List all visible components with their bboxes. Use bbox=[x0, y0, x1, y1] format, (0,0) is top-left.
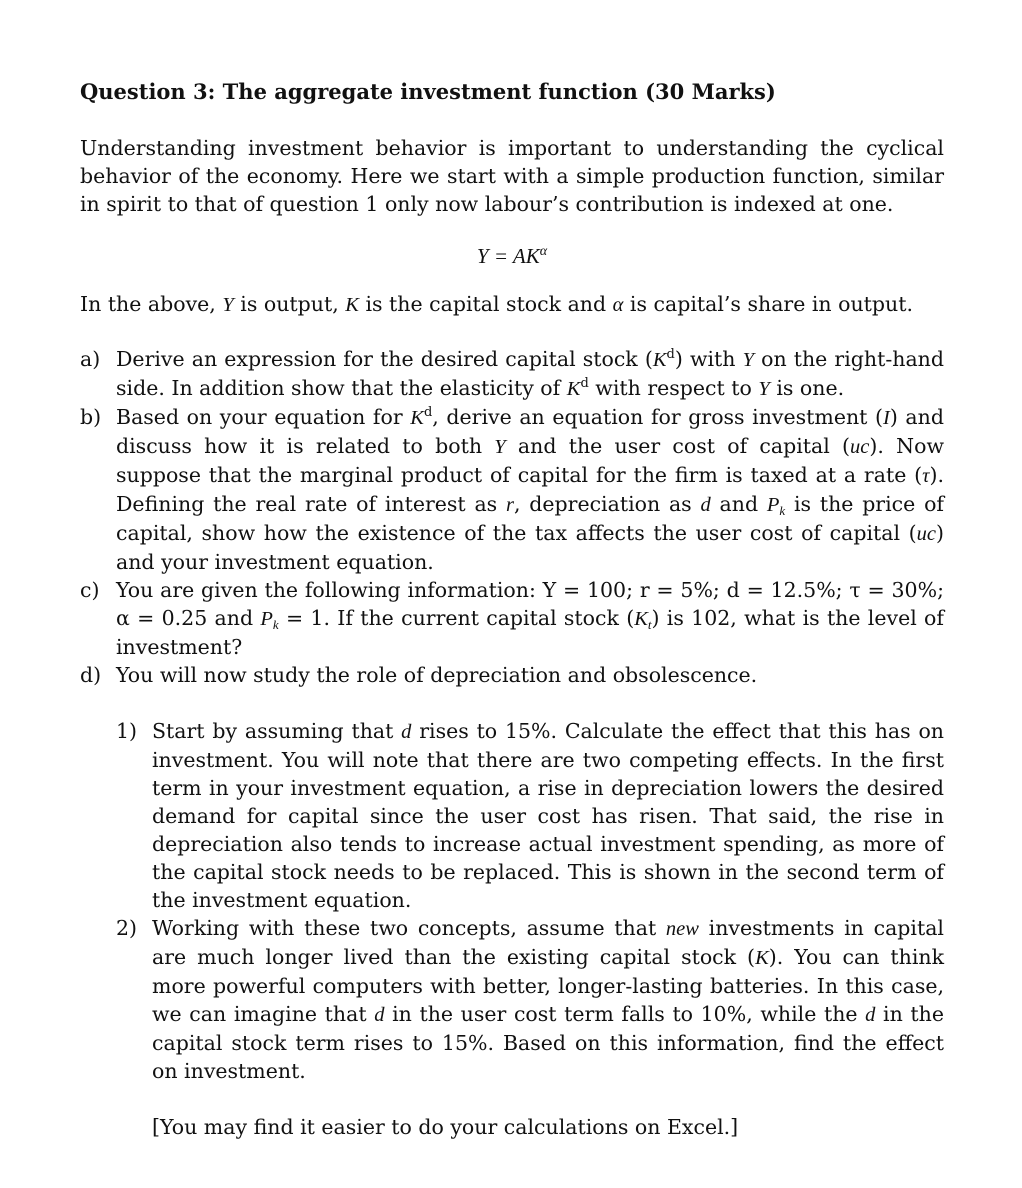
def-text: is the capital stock and bbox=[358, 292, 613, 316]
question-b-label: b) bbox=[80, 405, 102, 429]
formula-lhs: Y = AK bbox=[476, 244, 540, 268]
formula-exponent: α bbox=[539, 244, 548, 259]
def-alpha: α bbox=[612, 294, 624, 316]
subquestion-2-text: Working with these two concepts, assume that new investments in capital are much longer lived than the existing capital stock (K). You can think more powerful computers with better, longer-lasting batteries. In this case, we can imagine that d in the user cost term falls to 10%, while the d in the capital stock term rises to 15%. Based on this information, find the effect on investment. bbox=[152, 916, 945, 1083]
subquestion-1-text: Start by assuming that d rises to 15%. Calculate the effect that this has on investment. You will note that there are two competing effects. In the first term in your investment equation, a rise in depreciation lowers the desired demand for capital since the user cost has risen. That said, the rise in depreciation also tends to increase actual investment spending, as more of the capital stock needs to be replaced. This is shown in the second term of the investment equation. bbox=[152, 719, 945, 912]
production-function-formula bbox=[80, 238, 944, 270]
definitions-paragraph bbox=[80, 290, 944, 319]
subquestion-1 bbox=[116, 717, 944, 914]
question-c-label: c) bbox=[80, 578, 100, 602]
def-text: In the above, bbox=[80, 292, 223, 316]
excel-note: [You may find it easier to do your calculations on Excel.] bbox=[152, 1115, 739, 1139]
question-b bbox=[80, 403, 944, 576]
def-text: is capital’s share in output. bbox=[623, 292, 913, 316]
question-b-text: Based on your equation for $K^d$, derive an equation for gross investment (I) and discuss how it is related to both Y and the user cost of capital (uc). Now suppose that the marginal product of capital for the firm is taxed at a rate (τ). Defining the real rate of interest as r, depreciation as d and $P_k$ is the price of capital, show how the existence of the tax affects the user cost of capital (uc) and your investment equation. bbox=[116, 405, 944, 574]
def-y: Y bbox=[222, 294, 234, 316]
intro-paragraph: Understanding investment behavior is important to understanding the cyclical behavior of the economy. Here we start with a simple production function, similar in spirit to that of question 1 only now labour’s contribution is indexed at one. bbox=[80, 136, 944, 216]
question-a bbox=[80, 345, 944, 403]
subquestion-1-label: 1) bbox=[116, 719, 138, 743]
subquestion-list bbox=[116, 717, 944, 1085]
def-text: is output, bbox=[233, 292, 346, 316]
question-a-label: a) bbox=[80, 347, 101, 371]
subquestion-2-label: 2) bbox=[116, 916, 138, 940]
question-title: Question 3: The aggregate investment function (30 Marks) bbox=[80, 79, 776, 104]
question-document bbox=[80, 78, 944, 1141]
question-c bbox=[80, 576, 944, 661]
question-d-label: d) bbox=[80, 663, 102, 687]
question-c-text: You are given the following information: Y = 100; r = 5%; d = 12.5%; τ = 30%; α = 0.25 and $P_k = 1$. If the current capital stock $(K_t)$ is 102, what is the level of investment? bbox=[116, 578, 944, 659]
question-d bbox=[80, 661, 944, 689]
def-k: K bbox=[345, 294, 359, 316]
subquestion-2 bbox=[116, 914, 944, 1085]
question-list bbox=[80, 345, 944, 689]
question-d-text: You will now study the role of depreciation and obsolescence. bbox=[116, 663, 758, 687]
question-a-text: Derive an expression for the desired capital stock $(K^d)$ with Y on the right-hand side. In addition show that the elasticity of $K^d$ with respect to Y is one. bbox=[116, 347, 945, 400]
